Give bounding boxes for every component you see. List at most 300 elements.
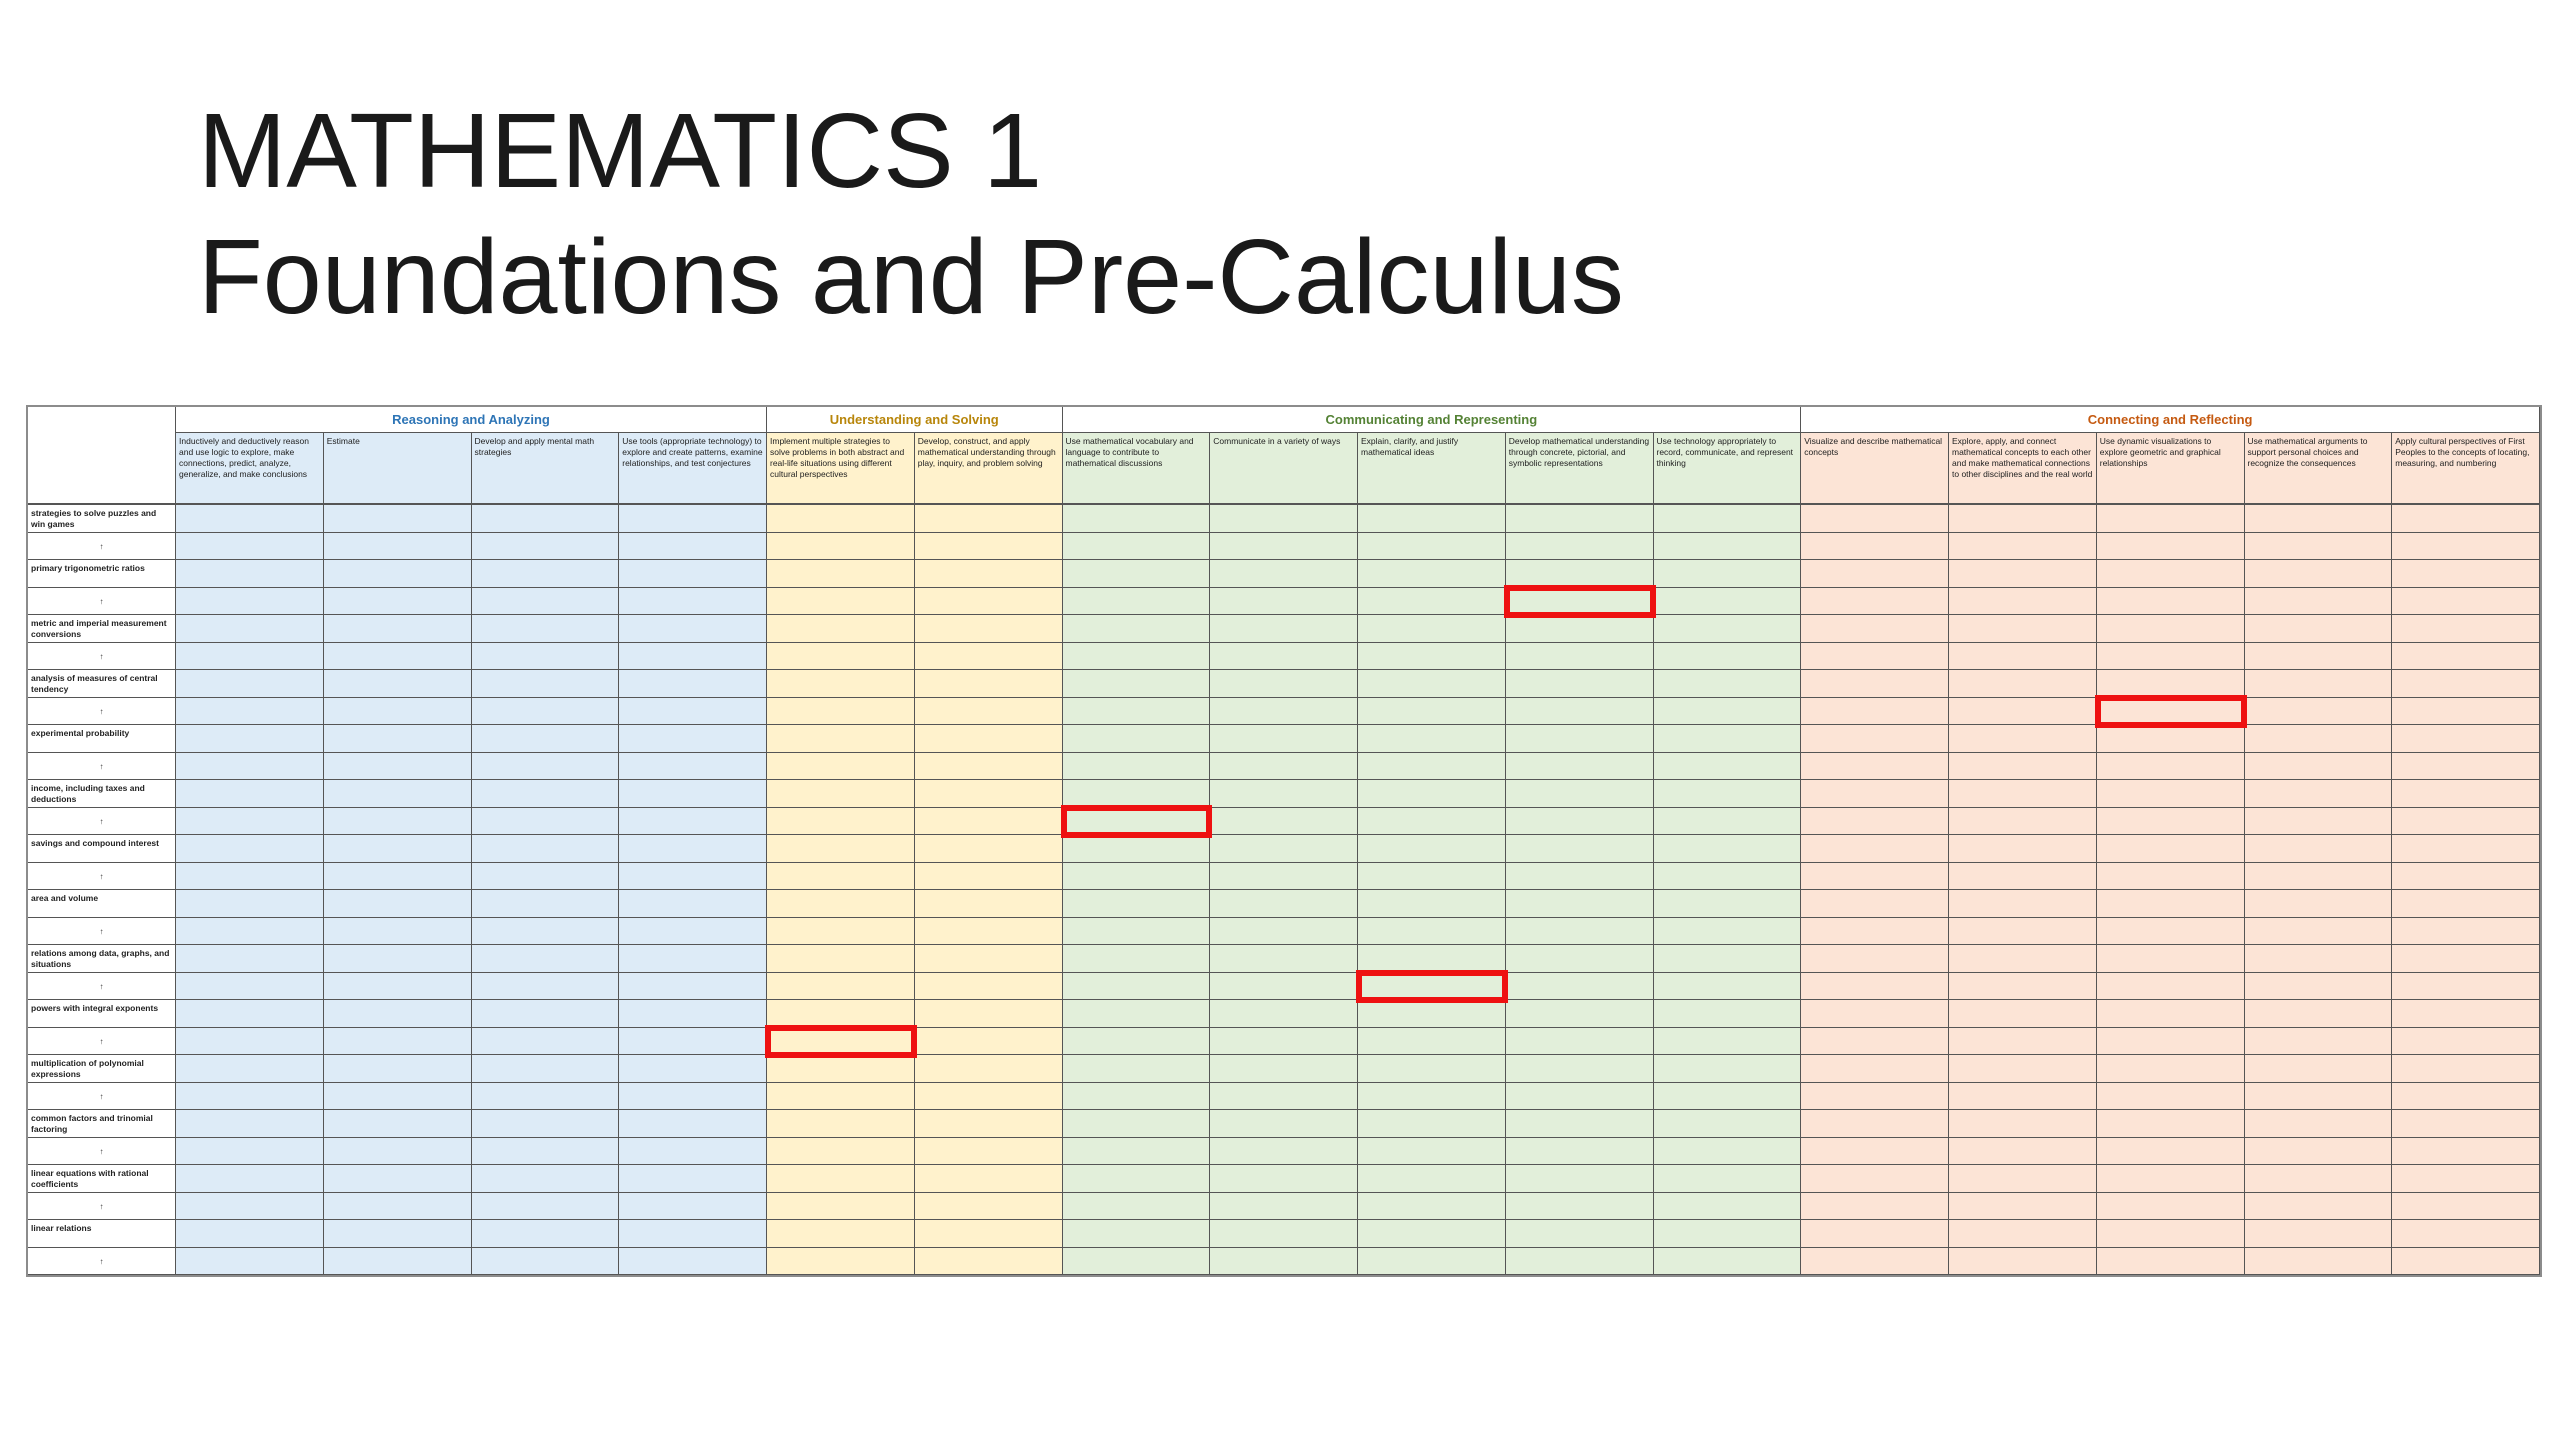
table-cell [2392, 1220, 2540, 1248]
table-cell [1210, 1138, 1358, 1166]
table-cell [2245, 1248, 2393, 1276]
table-cell [1358, 945, 1506, 973]
table-cell [619, 1138, 767, 1166]
table-cell [1506, 1220, 1654, 1248]
highlight-box [1504, 585, 1656, 619]
table-cell [2392, 1000, 2540, 1028]
topic-row-label: area and volume [28, 890, 176, 918]
table-cell [767, 1193, 915, 1221]
table-cell [619, 918, 767, 946]
table-cell [176, 615, 324, 643]
table-cell [1949, 835, 2097, 863]
table-cell [767, 1055, 915, 1083]
sub-row-label: ↑ [28, 1248, 176, 1276]
table-cell [324, 945, 472, 973]
table-cell [619, 808, 767, 836]
table-cell [619, 1248, 767, 1276]
table-cell [767, 945, 915, 973]
table-cell [2392, 560, 2540, 588]
table-cell [1801, 505, 1949, 533]
table-cell [2392, 1055, 2540, 1083]
table-cell [176, 863, 324, 891]
column-header: Explore, apply, and connect mathematical concepts to each other and make mathematical connections to other disciplines and the real world [1949, 433, 2097, 505]
table-cell [1063, 698, 1211, 726]
table-cell [1210, 1055, 1358, 1083]
topic-row-label: powers with integral exponents [28, 1000, 176, 1028]
table-cell [1506, 890, 1654, 918]
table-cell [1949, 725, 2097, 753]
table-cell [472, 615, 620, 643]
table-cell [1654, 560, 1802, 588]
table-cell [619, 1028, 767, 1056]
table-cell [2392, 1138, 2540, 1166]
table-cell [1801, 1220, 1949, 1248]
column-header: Use tools (appropriate technology) to explore and create patterns, examine relationships, and test conjectures [619, 433, 767, 505]
table-cell [1949, 698, 2097, 726]
table-cell [324, 588, 472, 616]
table-cell [1654, 1083, 1802, 1111]
table-cell [767, 1220, 915, 1248]
table-cell [176, 890, 324, 918]
table-cell [2245, 1220, 2393, 1248]
table-cell [915, 1193, 1063, 1221]
table-cell [2245, 1165, 2393, 1193]
table-cell [324, 505, 472, 533]
table-cell [324, 918, 472, 946]
table-cell [1506, 863, 1654, 891]
table-cell [1358, 725, 1506, 753]
sub-row-label: ↑ [28, 1028, 176, 1056]
table-cell [1210, 1110, 1358, 1138]
table-cell [915, 945, 1063, 973]
table-cell [1358, 1028, 1506, 1056]
table-cell [2245, 835, 2393, 863]
table-cell [1210, 1220, 1358, 1248]
table-cell [176, 780, 324, 808]
table-cell [1063, 780, 1211, 808]
table-cell [2245, 533, 2393, 561]
table-cell [2392, 615, 2540, 643]
table-cell [619, 670, 767, 698]
table-cell [1654, 780, 1802, 808]
table-cell [1210, 973, 1358, 1001]
table-cell [1358, 643, 1506, 671]
table-cell [324, 780, 472, 808]
table-cell [1358, 890, 1506, 918]
table-cell [1801, 698, 1949, 726]
column-header: Use dynamic visualizations to explore geometric and graphical relationships [2097, 433, 2245, 505]
topic-row-label: primary trigonometric ratios [28, 560, 176, 588]
table-cell [1063, 725, 1211, 753]
table-cell [1654, 835, 1802, 863]
table-cell [2097, 1000, 2245, 1028]
table-cell [176, 698, 324, 726]
table-cell [324, 890, 472, 918]
table-cell [1210, 945, 1358, 973]
table-cell [915, 1083, 1063, 1111]
group-header: Communicating and Representing [1063, 407, 1802, 433]
table-cell [176, 643, 324, 671]
table-cell [1949, 1028, 2097, 1056]
column-header: Develop and apply mental math strategies [472, 433, 620, 505]
table-cell [1210, 615, 1358, 643]
table-cell [1949, 505, 2097, 533]
table-cell [1654, 973, 1802, 1001]
table-cell [2097, 1138, 2245, 1166]
table-cell [324, 1138, 472, 1166]
table-cell [2097, 560, 2245, 588]
table-cell [472, 698, 620, 726]
table-cell [1063, 863, 1211, 891]
table-cell [915, 753, 1063, 781]
topic-row-label: relations among data, graphs, and situations [28, 945, 176, 973]
table-cell [1801, 918, 1949, 946]
table-cell [324, 698, 472, 726]
table-cell [1358, 588, 1506, 616]
table-cell [915, 670, 1063, 698]
table-cell [2097, 1248, 2245, 1276]
table-cell [1358, 780, 1506, 808]
table-cell [1506, 725, 1654, 753]
sub-row-label: ↑ [28, 533, 176, 561]
table-cell [2245, 670, 2393, 698]
table-cell [1949, 945, 2097, 973]
title-line-2: Foundations and Pre-Calculus [198, 218, 1624, 336]
table-cell [1801, 780, 1949, 808]
table-cell [2245, 808, 2393, 836]
table-cell [176, 670, 324, 698]
table-cell [324, 1165, 472, 1193]
table-cell [767, 1083, 915, 1111]
table-cell [767, 863, 915, 891]
table-cell [472, 1083, 620, 1111]
table-cell [324, 1220, 472, 1248]
table-cell [1506, 670, 1654, 698]
table-cell [1801, 1110, 1949, 1138]
table-cell [2097, 588, 2245, 616]
table-cell [767, 533, 915, 561]
table-cell [1506, 1248, 1654, 1276]
table-cell [1801, 863, 1949, 891]
sub-row-label: ↑ [28, 973, 176, 1001]
table-cell [2245, 918, 2393, 946]
table-cell [2097, 1193, 2245, 1221]
table-cell [472, 945, 620, 973]
table-cell [1210, 670, 1358, 698]
table-cell [1358, 1000, 1506, 1028]
table-cell [2097, 835, 2245, 863]
table-cell [324, 863, 472, 891]
highlight-box [765, 1025, 917, 1059]
table-cell [1063, 1248, 1211, 1276]
table-cell [767, 1138, 915, 1166]
table-cell [2392, 863, 2540, 891]
table-cell [1654, 1110, 1802, 1138]
table-cell [619, 505, 767, 533]
table-cell [472, 533, 620, 561]
table-cell [1654, 1138, 1802, 1166]
table-cell [1801, 753, 1949, 781]
table-cell [1801, 588, 1949, 616]
table-cell [2392, 1110, 2540, 1138]
table-cell [2392, 753, 2540, 781]
table-cell [2392, 918, 2540, 946]
sub-row-label: ↑ [28, 1193, 176, 1221]
table-cell [1654, 1165, 1802, 1193]
table-cell [1063, 945, 1211, 973]
table-cell [2392, 1165, 2540, 1193]
table-cell [2245, 890, 2393, 918]
column-header: Develop mathematical understanding through concrete, pictorial, and symbolic representations [1506, 433, 1654, 505]
table-cell [1506, 1000, 1654, 1028]
table-cell [1949, 1110, 2097, 1138]
table-corner [28, 407, 176, 505]
table-cell [324, 835, 472, 863]
column-header: Develop, construct, and apply mathematical understanding through play, inquiry, and problem solving [915, 433, 1063, 505]
table-cell [1654, 863, 1802, 891]
table-cell [2392, 808, 2540, 836]
table-cell [2245, 945, 2393, 973]
table-cell [767, 918, 915, 946]
table-cell [767, 698, 915, 726]
table-cell [2097, 945, 2245, 973]
table-cell [2392, 1248, 2540, 1276]
table-cell [1063, 533, 1211, 561]
table-cell [1210, 1248, 1358, 1276]
table-cell [2392, 698, 2540, 726]
table-cell [472, 1028, 620, 1056]
table-cell [1358, 1220, 1506, 1248]
table-cell [915, 505, 1063, 533]
table-cell [1210, 533, 1358, 561]
table-cell [1210, 725, 1358, 753]
table-cell [1210, 863, 1358, 891]
table-cell [1654, 1248, 1802, 1276]
table-cell [1358, 1193, 1506, 1221]
table-cell [619, 1220, 767, 1248]
table-cell [1063, 505, 1211, 533]
table-cell [2392, 890, 2540, 918]
table-cell [176, 1165, 324, 1193]
table-cell [2097, 643, 2245, 671]
table-cell [1210, 1165, 1358, 1193]
table-cell [2097, 670, 2245, 698]
table-cell [619, 890, 767, 918]
table-cell [2097, 753, 2245, 781]
table-cell [1358, 615, 1506, 643]
table-cell [1506, 505, 1654, 533]
table-cell [1949, 753, 2097, 781]
table-cell [176, 918, 324, 946]
table-cell [619, 945, 767, 973]
table-cell [2097, 1110, 2245, 1138]
table-cell [1949, 1083, 2097, 1111]
table-cell [1063, 1138, 1211, 1166]
slide-title [198, 88, 1624, 340]
column-header: Visualize and describe mathematical concepts [1801, 433, 1949, 505]
table-cell [915, 533, 1063, 561]
table-cell [1506, 1028, 1654, 1056]
table-cell [2097, 505, 2245, 533]
table-cell [915, 1055, 1063, 1083]
table-cell [2097, 533, 2245, 561]
table-cell [2097, 725, 2245, 753]
table-cell [1801, 945, 1949, 973]
table-cell [767, 1110, 915, 1138]
table-cell [1654, 1193, 1802, 1221]
table-cell [176, 1110, 324, 1138]
table-cell [324, 1055, 472, 1083]
table-cell [767, 890, 915, 918]
table-cell [1949, 615, 2097, 643]
table-cell [176, 945, 324, 973]
table-cell [1506, 1165, 1654, 1193]
table-cell [915, 835, 1063, 863]
table-cell [1801, 1193, 1949, 1221]
table-cell [915, 1000, 1063, 1028]
topic-row-label: income, including taxes and deductions [28, 780, 176, 808]
sub-row-label: ↑ [28, 863, 176, 891]
table-cell [1654, 890, 1802, 918]
table-cell [2245, 973, 2393, 1001]
table-cell [915, 918, 1063, 946]
table-cell [2245, 1055, 2393, 1083]
table-cell [2245, 1138, 2393, 1166]
table-cell [176, 1055, 324, 1083]
table-cell [1801, 615, 1949, 643]
table-cell [2245, 505, 2393, 533]
highlight-box [1061, 805, 1213, 839]
table-cell [1949, 918, 2097, 946]
table-cell [1063, 1220, 1211, 1248]
table-cell [1358, 863, 1506, 891]
table-cell [1801, 973, 1949, 1001]
highlight-box [1356, 970, 1508, 1004]
table-cell [2245, 643, 2393, 671]
table-cell [176, 835, 324, 863]
table-cell [176, 1083, 324, 1111]
table-cell [2392, 643, 2540, 671]
table-cell [1506, 1193, 1654, 1221]
table-cell [324, 1248, 472, 1276]
table-cell [176, 753, 324, 781]
table-cell [619, 753, 767, 781]
table-cell [2245, 1083, 2393, 1111]
table-cell [2392, 1083, 2540, 1111]
table-cell [176, 533, 324, 561]
table-cell [1210, 505, 1358, 533]
table-cell [915, 615, 1063, 643]
table-cell [2097, 615, 2245, 643]
table-cell [472, 643, 620, 671]
table-cell [1801, 1028, 1949, 1056]
table-cell [1801, 1083, 1949, 1111]
table-cell [176, 505, 324, 533]
table-cell [1358, 1083, 1506, 1111]
table-cell [1063, 890, 1211, 918]
table-cell [915, 1028, 1063, 1056]
topic-row-label: analysis of measures of central tendency [28, 670, 176, 698]
table-cell [324, 1110, 472, 1138]
table-cell [1063, 835, 1211, 863]
table-cell [2097, 1028, 2245, 1056]
table-cell [1358, 698, 1506, 726]
table-cell [619, 1110, 767, 1138]
column-header: Communicate in a variety of ways [1210, 433, 1358, 505]
table-cell [1063, 753, 1211, 781]
table-cell [619, 560, 767, 588]
table-cell [472, 560, 620, 588]
table-cell [324, 533, 472, 561]
table-cell [2245, 1110, 2393, 1138]
table-cell [1506, 808, 1654, 836]
table-cell [1506, 533, 1654, 561]
table-cell [915, 890, 1063, 918]
table-cell [915, 1220, 1063, 1248]
group-header: Reasoning and Analyzing [176, 407, 767, 433]
column-header: Use technology appropriately to record, communicate, and represent thinking [1654, 433, 1802, 505]
table-cell [472, 670, 620, 698]
table-cell [2245, 780, 2393, 808]
table-cell [1801, 1165, 1949, 1193]
table-cell [2245, 1193, 2393, 1221]
table-cell [472, 1165, 620, 1193]
table-cell [1358, 1248, 1506, 1276]
table-cell [176, 725, 324, 753]
sub-row-label: ↑ [28, 753, 176, 781]
table-cell [1949, 890, 2097, 918]
table-cell [1801, 1055, 1949, 1083]
table-cell [915, 1248, 1063, 1276]
table-cell [767, 1000, 915, 1028]
table-cell [1949, 560, 2097, 588]
table-cell [915, 588, 1063, 616]
topic-row-label: savings and compound interest [28, 835, 176, 863]
table-cell [1358, 1055, 1506, 1083]
topic-row-label: strategies to solve puzzles and win games [28, 505, 176, 533]
table-cell [1949, 670, 2097, 698]
table-cell [915, 643, 1063, 671]
column-header: Estimate [324, 433, 472, 505]
table-cell [915, 560, 1063, 588]
table-cell [1210, 1083, 1358, 1111]
table-cell [176, 1028, 324, 1056]
table-cell [1654, 1055, 1802, 1083]
column-header: Explain, clarify, and justify mathematical ideas [1358, 433, 1506, 505]
table-cell [324, 1028, 472, 1056]
table-cell [2392, 670, 2540, 698]
table-cell [176, 1138, 324, 1166]
table-cell [1801, 670, 1949, 698]
table-cell [1654, 698, 1802, 726]
sub-row-label: ↑ [28, 698, 176, 726]
table-cell [915, 725, 1063, 753]
table-cell [1654, 1000, 1802, 1028]
table-cell [1063, 1165, 1211, 1193]
table-cell [2245, 588, 2393, 616]
table-cell [176, 1248, 324, 1276]
table-cell [915, 973, 1063, 1001]
table-cell [2097, 780, 2245, 808]
table-cell [1801, 835, 1949, 863]
table-cell [1506, 753, 1654, 781]
table-cell [619, 533, 767, 561]
table-cell [767, 670, 915, 698]
table-cell [1949, 588, 2097, 616]
table-cell [472, 1110, 620, 1138]
table-cell [915, 780, 1063, 808]
table-cell [1063, 1028, 1211, 1056]
